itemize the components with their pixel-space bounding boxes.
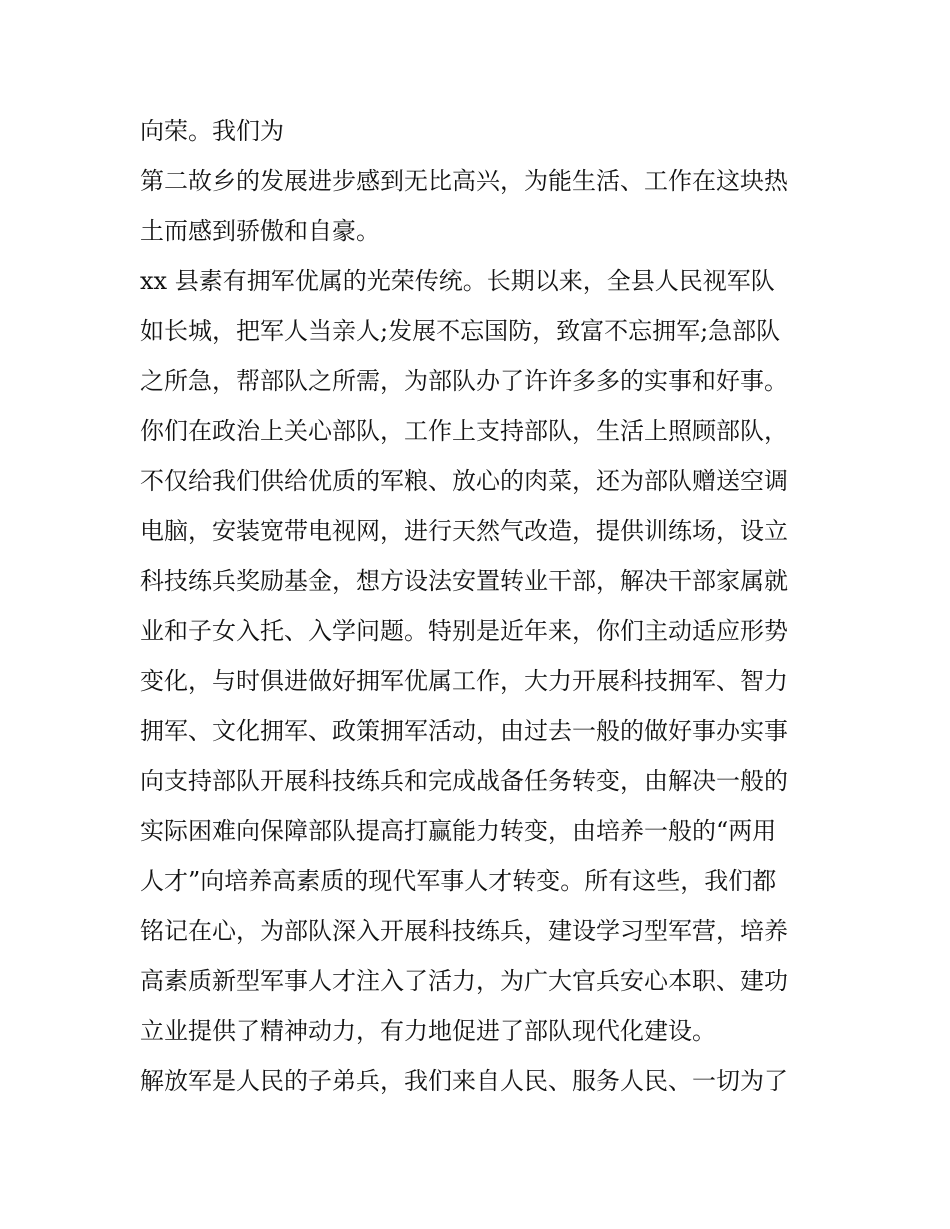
- text-line: 铭记在心，为部队深入开展科技练兵，建设学习型军营，培养: [140, 917, 788, 945]
- text-line: 之所急，帮部队之所需，为部队办了许许多多的实事和好事。: [140, 367, 788, 395]
- text-line: 你们在政治上关心部队，工作上支持部队，生活上照顾部队，: [140, 417, 788, 445]
- text-line: 解放军是人民的子弟兵，我们来自人民、服务人民、一切为了: [140, 1067, 788, 1095]
- text-line: 拥军、文化拥军、政策拥军活动，由过去一般的做好事办实事: [140, 717, 788, 745]
- text-line: 高素质新型军事人才注入了活力，为广大官兵安心本职、建功: [140, 967, 788, 995]
- body-text: [140, 106, 820, 1106]
- text-line: 科技练兵奖励基金，想方设法安置转业干部，解决干部家属就: [140, 567, 788, 595]
- text-line: 第二故乡的发展进步感到无比高兴，为能生活、工作在这块热: [140, 167, 788, 195]
- text-line: 人才”向培养高素质的现代军事人才转变。所有这些，我们都: [140, 867, 777, 895]
- text-line: 变化，与时俱进做好拥军优属工作，大力开展科技拥军、智力: [140, 667, 788, 695]
- text-line: 立业提供了精神动力，有力地促进了部队现代化建设。: [140, 1017, 716, 1045]
- text-line: 业和子女入托、入学问题。特别是近年来，你们主动适应形势: [140, 617, 788, 645]
- text-line: 向荣。我们为: [140, 117, 284, 145]
- text-line: 实际困难向保障部队提高打赢能力转变，由培养一般的“两用: [140, 817, 777, 845]
- text-line: 如长城，把军人当亲人;发展不忘国防，致富不忘拥军;急部队: [140, 317, 781, 345]
- text-line: 土而感到骄傲和自豪。: [140, 217, 380, 245]
- text-line: 向支持部队开展科技练兵和完成战备任务转变，由解决一般的: [140, 767, 788, 795]
- text-line: 电脑，安装宽带电视网，进行天然气改造，提供训练场，设立: [140, 517, 788, 545]
- text-line: xx 县素有拥军优属的光荣传统。长期以来，全县人民视军队: [140, 267, 775, 295]
- text-line: 不仅给我们供给优质的军粮、放心的肉菜，还为部队赠送空调: [140, 467, 788, 495]
